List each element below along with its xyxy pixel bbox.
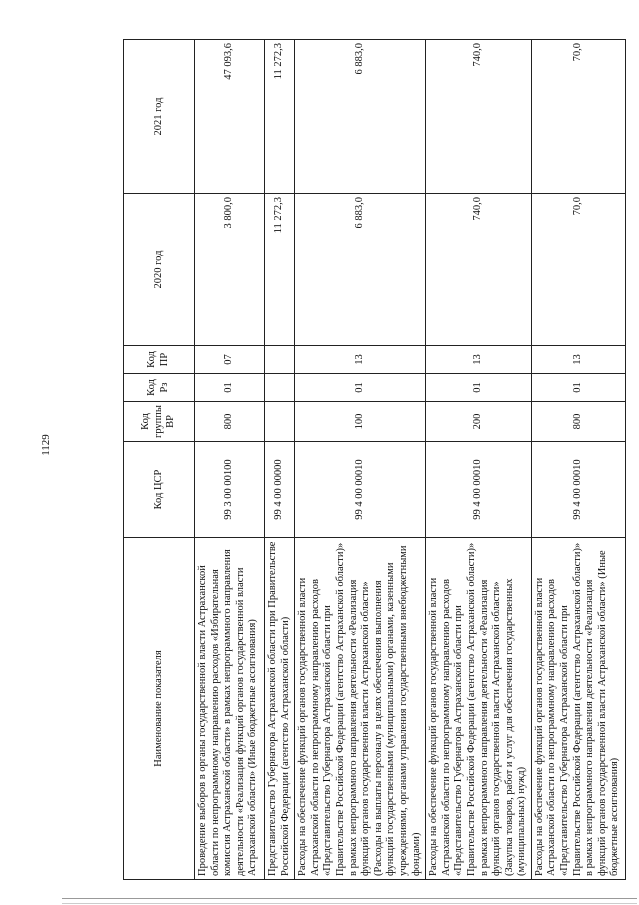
header-csr: Код ЦСР [124,442,195,538]
row-csr: 99 3 00 00100 [195,442,265,538]
row-2020: 70,0 [531,194,625,346]
row-vr: 800 [195,402,265,442]
header-rz: Код Рз [124,374,195,402]
table-row [265,40,295,880]
header-2021: 2021 год [124,40,195,194]
scan-edge-line [62,898,637,899]
row-name: Расходы на обеспечение функций органов государственной власти Астраханской области по непрограммному направлению расходов «Представительство Губернатора Астраханской области при Правительстве Российской Федерации (агентство Астраханской области)» в рамках непрограммного направления деятельности «Реализация функций органов государственной власти Астраханской области» (Закупка товаров, работ и услуг для обеспечения государственных (муниципальных) нужд) [426,538,532,880]
row-name: Проведение выборов в органы государственной власти Астраханской области по непрограммному направлению расходов «Избирательная комиссия Астраханской области» в рамках непрограммного направления деятельности «Реализация функций органов государственной власти Астраханской области» (Иные бюджетные ассигнования) [195,538,265,880]
budget-table [123,39,626,880]
table-row [195,40,265,880]
row-csr: 99 4 00 00010 [426,442,532,538]
row-rz: 01 [531,374,625,402]
row-vr: 100 [295,402,426,442]
header-pr: Код ПР [124,346,195,374]
row-name: Расходы на обеспечение функций органов государственной власти Астраханской области по непрограммному направлению расходов «Представительство Губернатора Астраханской области при Правительстве Российской Федерации (агентство Астраханской области)» в рамках непрограммного направления деятельности «Реализация функций органов государственной власти Астраханской области» (Иные бюджетные ассигнования) [531,538,625,880]
row-name: Представительство Губернатора Астраханской области при Правительстве Российской Федерации (агентство Астраханской области) [265,538,295,880]
row-pr: 13 [426,346,532,374]
row-pr [265,346,295,374]
row-csr: 99 4 00 00010 [531,442,625,538]
row-2021: 70,0 [531,40,625,194]
row-2020: 11 272,3 [265,194,295,346]
row-vr [265,402,295,442]
row-pr: 13 [531,346,625,374]
row-2020: 740,0 [426,194,532,346]
row-csr: 99 4 00 00000 [265,442,295,538]
row-2021: 11 272,3 [265,40,295,194]
row-2021: 6 883,0 [295,40,426,194]
page-number: 1129 [40,434,52,456]
row-rz: 01 [295,374,426,402]
row-2021: 740,0 [426,40,532,194]
budget-table-container [123,40,636,880]
row-csr: 99 4 00 00010 [295,442,426,538]
row-rz: 01 [426,374,532,402]
row-vr: 800 [531,402,625,442]
table-row [426,40,532,880]
scan-edge-line [62,903,637,904]
row-pr: 13 [295,346,426,374]
row-2021: 47 093,6 [195,40,265,194]
header-2020: 2020 год [124,194,195,346]
table-header-row [124,40,195,880]
row-2020: 6 883,0 [295,194,426,346]
table-row [295,40,426,880]
row-rz: 01 [195,374,265,402]
row-rz [265,374,295,402]
row-name: Расходы на обеспечение функций органов государственной власти Астраханской области по непрограммному направлению расходов «Представительство Губернатора Астраханской области при Правительстве Российской Федерации (агентство Астраханской области)» в рамках непрограммного направления деятельности «Реализация функций органов государственной власти Астраханской области» (Расходы на выплаты персоналу в целях обеспечения выполнения функций государственными (муниципальными) органами, казенными учреждениями, органами управления государственными внебюджетными фондами) [295,538,426,880]
header-name: Наименование показателя [124,538,195,880]
table-row [531,40,625,880]
header-vr: Код группы ВР [124,402,195,442]
row-pr: 07 [195,346,265,374]
row-2020: 3 800,0 [195,194,265,346]
row-vr: 200 [426,402,532,442]
